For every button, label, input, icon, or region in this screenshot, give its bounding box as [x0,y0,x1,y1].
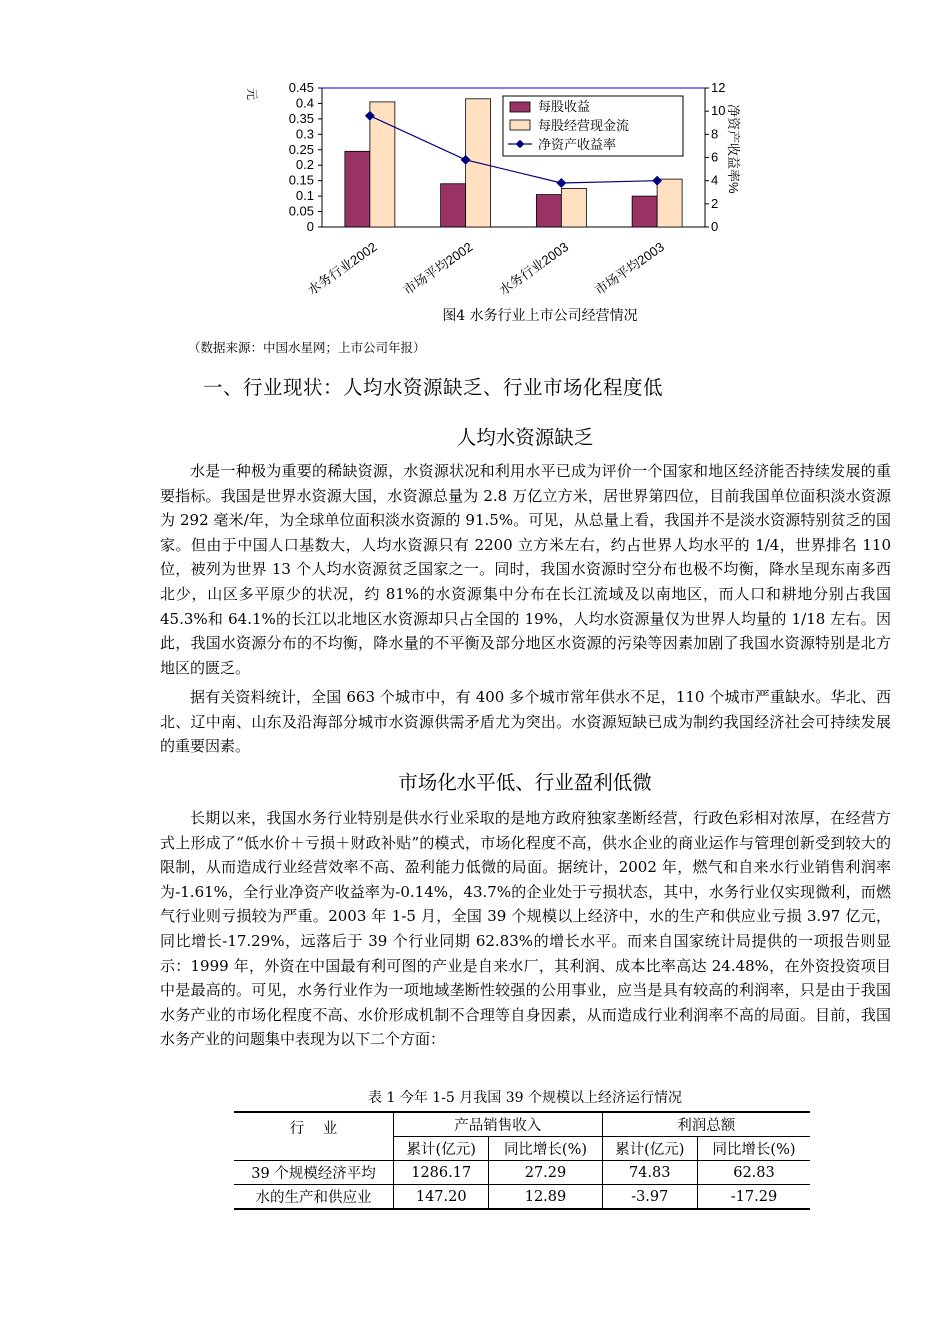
left-tick-label: 0 [306,219,314,234]
bar-cashflow [657,179,682,227]
row-name: 39 个规模经济平均 [234,1161,394,1185]
table-row [234,1161,810,1185]
category-label: 水务行业2003 [496,239,572,298]
subheader-profit-yoy: 同比增长(%) [697,1137,810,1161]
cell-sales-yoy: 12.89 [489,1185,602,1210]
row-name: 水的生产和供应业 [234,1185,394,1210]
cell-sales-yoy: 27.29 [489,1161,602,1185]
data-source-note: （数据来源：中国水星网；上市公司年报） [188,340,426,355]
legend-label-eps: 每股收益 [538,99,591,114]
bar-eps [345,151,370,227]
right-tick-label: 10 [711,103,726,119]
subheader-sales-yoy: 同比增长(%) [489,1137,602,1161]
bar-cashflow [561,188,586,227]
legend-swatch-eps [510,102,530,112]
bar-eps [536,195,561,227]
chart-left-ylabel: 元 [245,88,259,101]
legend-label-cashflow: 每股经营现金流 [538,118,630,133]
subheading-low-marketization: 市场化水平低、行业盈利低微 [398,771,652,794]
left-tick-label: 0.3 [295,126,314,142]
left-tick-label: 0.2 [295,157,314,173]
bar-cashflow [370,102,395,227]
table-row [234,1185,810,1210]
left-tick-label: 0.05 [288,203,314,219]
right-tick-label: 6 [711,149,719,165]
header-sales-group: 产品销售收入 [394,1112,603,1137]
legend-label-roe: 净资产收益率 [538,137,617,152]
paragraph-water-resources: 水是一种极为重要的稀缺资源，水资源状况和利用水平已成为评价一个国家和地区经济能否持续发展的重要指标。我国是世界水资源大国，水资源总量为 2.8 万亿立方米，居世界第四位，目前我国单位面积淡水资源为 292 毫米/年，为全球单位面积淡水资源的 91.5%。可见，从总量上看，我国并不是淡水资源特别贫乏的国家。但由于中国人口基数大，人均水资源只有 2200 立方米左右，约占世界人均水平的 1/4，世界排名 110 位，被列为世界 13 个人均水资源贫乏国家之一。同时，我国水资源时空分布也极不均衡，降水呈现东南多西北少，山区多平原少的状况，约 81%的水资源集中分布在长江流域及以南地区，而人口和耕地分别占我国 45.3%和 64.1%的长江以北地区水资源却只占全国的 19%，人均水资源量仅为世界人均量的 1/18 左右。因此，我国水资源分布的不均衡，降水量的不平衡及部分地区水资源的污染等因素加剧了我国水资源特别是北方地区的匮乏。 [160,462,891,677]
chart-legend [503,96,683,156]
right-tick-label: 4 [711,172,719,188]
right-tick-label: 0 [711,219,719,234]
cell-sales-cum: 1286.17 [394,1161,489,1185]
left-tick-label: 0.15 [288,172,314,188]
cell-sales-cum: 147.20 [394,1185,489,1210]
header-industry: 行 业 [234,1112,394,1161]
subheading-water-shortage: 人均水资源缺乏 [456,426,594,449]
section-heading: 一、行业现状：人均水资源缺乏、行业市场化程度低 [203,376,664,399]
bar-eps [632,196,657,227]
table-header-row [234,1112,810,1137]
roe-point [556,178,566,188]
left-tick-label: 0.1 [295,188,314,204]
header-profit-group: 利润总额 [602,1112,810,1137]
subheader-profit-cum: 累计(亿元) [602,1137,697,1161]
cell-profit-cum: 74.83 [602,1161,697,1185]
paragraph-marketization: 长期以来，我国水务行业特别是供水行业采取的是地方政府独家垄断经营，行政色彩相对浓厚，在经营方式上形成了“低水价＋亏损＋财政补贴”的模式，市场化程度不高，供水企业的商业运作与管理创新受到较大的限制，从而造成行业经营效率不高、盈利能力低微的局面。据统计，2002 年，燃气和自来水行业销售利润率为-1.61%，全行业净资产收益率为-0.14%，43.7%的企业处于亏损状态，其中，水务行业仅实现微利，而燃气行业则亏损较为严重。2003 年 1-5 月，全国 39 个规模以上经济中，水的生产和供应业亏损 3.97 亿元，同比增长-17.29%，远落后于 39 个行业同期 62.83%的增长水平。而来自国家统计局提供的一项报告则显示：1999 年，外资在中国最有利可图的产业是自来水厂，其利润、成本比率高达 24.48%，在外资投资项目中是最高的。可见，水务行业作为一项地域垄断性较强的公用事业，应当是具有较高的利润率，只是由于我国水务产业的市场化程度不高、水价形成机制不合理等自身因素，从而造成行业利润率不高的局面。目前，我国水务产业的问题集中表现为以下二个方面： [160,809,891,1049]
category-label: 市场平均2002 [400,239,476,298]
bar-eps [441,184,466,227]
chart-right-ylabel: 净资产收益率% [726,104,741,194]
business-chart [240,78,760,328]
figure-caption: 图4 水务行业上市公司经营情况 [442,308,638,324]
cell-profit-yoy: 62.83 [697,1161,810,1185]
right-tick-label: 8 [711,126,719,142]
industry-table [234,1111,810,1210]
left-tick-label: 0.4 [295,95,314,111]
right-tick-label: 12 [711,80,726,95]
table-caption: 表 1 今年 1-5 月我国 39 个规模以上经济运行情况 [368,1090,682,1106]
left-tick-label: 0.25 [288,141,314,157]
cell-profit-cum: -3.97 [602,1185,697,1210]
subheader-sales-cum: 累计(亿元) [394,1137,489,1161]
cell-profit-yoy: -17.29 [697,1185,810,1210]
paragraph-city-shortage: 据有关资料统计，全国 663 个城市中，有 400 多个城市常年供水不足，110 个城市严重缺水。华北、西北、辽中南、山东及沿海部分城市水资源供需矛盾尤为突出。水资源短缺已成为制约我国经济社会可持续发展的重要因素。 [160,688,891,756]
right-tick-label: 2 [711,195,719,211]
left-tick-label: 0.35 [288,110,314,126]
category-label: 水务行业2002 [304,239,380,298]
category-label: 市场平均2003 [591,239,667,298]
legend-swatch-cashflow [510,120,530,130]
left-tick-label: 0.45 [288,80,314,95]
